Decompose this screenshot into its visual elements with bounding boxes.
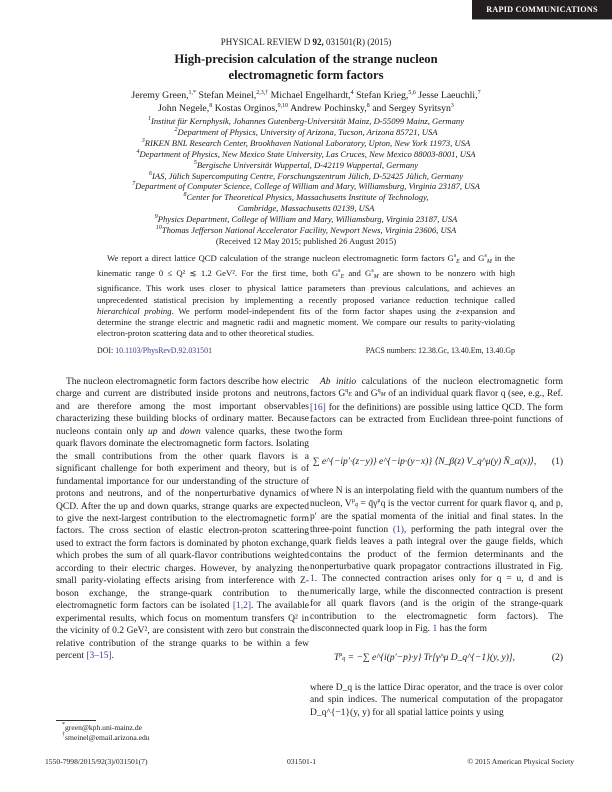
footer-issn: 1550-7998/2015/92(3)/031501(7) [45,757,148,766]
equation-1-body: ∑ e^{−ip′·(z−y)} e^{−ip·(y−x)} ⟨N_β(z) V_q^μ(y) N̄_α(x)⟩, [312,457,537,468]
equation-2-body: $T^\mu q$ = −∑ e^{i(p′−p)·y} Tr[γ^μ D_q^{−1}(y, y)], [333,651,515,663]
affiliation: $^5$Bergische Universität Wuppertal, D-42119 Wuppertal, Germany [193,159,419,170]
affiliation: $^7$Department of Computer Science, College of William and Mary, Williamsburg, Virginia 23187, USA [132,181,480,192]
equation-ref-link[interactable]: (1) [392,524,404,535]
affiliation-list [60,116,552,247]
footer-page-number: 031501-1 [287,757,317,766]
affiliation: $^9$Physics Department, College of William and Mary, Williamsburg, Virginia 23187, USA [154,214,458,225]
affiliation: $^4$Department of Physics, New Mexico State University, Las Cruces, New Mexico 88003-8001, USA [136,148,476,159]
author: Stefan Krieg,$^{5,6}$ [356,90,416,101]
affiliation: $^{10}$Thomas Jefferson National Accelerator Facility, Newport News, Virginia 23606, USA [155,225,457,236]
author: Jesse Laeuchli,$^7$ [418,90,481,101]
equation-number: (2) [551,653,563,664]
title-line-1: High-precision calculation of the strange nucleon [174,52,438,66]
author: and Sergey Syritsyn$^3$ [372,102,454,114]
affiliation: $^6$IAS, Jülich Supercomputing Centre, Forschungszentrum Jülich, D-52425 Jülich, Germany [148,170,464,181]
citation-link[interactable]: [16] [310,402,326,413]
title-line-2: electromagnetic form factors [228,68,384,82]
affiliation: $^2$Department of Physics, University of Arizona, Tucson, Arizona 85721, USA [174,126,438,137]
author: Kostas Orginos,$^{9,10}$ [214,102,289,114]
doi-link[interactable]: 10.1103/PhysRevD.92.031501 [115,346,213,355]
author: Stefan Meinel,$^{2,3,\dagger}$ [198,90,269,101]
equation-1 [310,451,563,473]
left-column [56,376,309,662]
doi-label: DOI: [97,346,114,355]
footnote: *green@kph.uni-mainz.de [62,722,142,732]
abstract [97,253,515,339]
figure-link[interactable]: 1 [432,624,438,635]
pacs-numbers: PACS numbers: 12.38.Gc, 13.40.Em, 13.40.Gp [365,346,515,355]
footnote: †smeinel@email.arizona.edu [62,731,150,742]
author: Andrew Pochinsky,$^8$ [290,102,370,114]
abstract-text: We report a direct lattice QCD calculation of the strange nucleon electromagnetic form factors $G^s_E$ and $G^s_M$ in the kinematic range 0 ≤ Q² ≲ 1.2 GeV². For the first time, both $G^s_E$ and $G^s_M$ are shown to be nonzero with high significance. This work uses closer to physical lattice parameters than previous calculations, and achieves an unprecedented statistical precision by implementing a recently proposed variance reduction technique called hierarchical probing. We perform model-independent fits of the form factor shapes using the z-expansion and determine the strange electric and magnetic radii and magnetic moment. We compare our results to parity-violating electron-proton scattering data and to other theoretical studies. [97,253,515,339]
doi [97,346,212,355]
author-list [70,90,542,115]
rapid-communications-banner: RAPID COMMUNICATIONS [472,0,612,20]
equation-2 [310,648,563,670]
footnote-divider [56,720,96,721]
author: John Negele,$^8$ [158,102,213,114]
paragraph: where D_q is the lattice Dirac operator, and the trace is over color and spin indices. The numerical computation of the propagator D_q^{−1}(y, y) for all spatial lattice points y using [310,682,563,718]
author: Jeremy Green,$^{1,*}$ [131,90,197,101]
affiliation: $^3$RIKEN BNL Research Center, Brookhaven National Laboratory, Upton, New York 11973, USA [141,137,471,148]
affiliation: $^1$Institut für Kernphysik, Johannes Gutenberg-Universität Mainz, D-55099 Mainz, Germany [147,116,465,126]
paragraph: where N is an interpolating field with the quantum numbers of the nucleon, $V^\mu q$ = $q̄\gamma^\mu q$ is the vector current for quark flavor q, and p, p′ are the spatial momenta of the initial and final states. In the three-point function (1), performing the path integral over the quark fields leaves a path integral over the gauge fields, which contains the product of the fermion determinants and the nonperturbative quark propagator contractions illustrated in Fig. 1. The connected contraction arises only for q = u, d and is numerically large, while the disconnected contraction is present for all quark flavors (and is the origin of the strange-quark contribution to the electromagnetic form factors). The disconnected quark loop in Fig. 1 has the form [310,486,564,635]
affiliation: Cambridge, Massachusetts 02139, USA [237,203,375,214]
right-column [310,376,563,719]
affiliation: $^8$Center for Theoretical Physics, Massachusetts Institute of Technology, [183,192,429,203]
equation-number: (1) [551,457,563,468]
journal-name: PHYSICAL REVIEW D [220,37,311,47]
author: Michael Engelhardt,$^4$ [270,90,354,101]
paragraph: Ab initio calculations of the nucleon electromagnetic form factors $G^qE$ and $G^qM$ of an individual quark flavor q (see, e.g., Ref. [16] for the definitions) are possible using lattice QCD. The form factors can be extracted from Euclidean three-point functions of the form [310,377,564,438]
citation-link[interactable]: [3–15] [86,650,112,661]
intro-paragraph: The nucleon electromagnetic form factors describe how electric charge and current are distributed inside protons and neutrons, and are therefore among the most important observables characterizing these building blocks of ordinary matter. Because nucleons contain only up and down valence quarks, these two quark flavors dominate the electromagnetic form factors. Isolating the small contributions from the other quark flavors is a significant challenge for both experiment and theory, but is of fundamental importance for our understanding of the structure of protons and neutrons, and of the nonperturbative dynamics of QCD. After the up and down quarks, strange quarks are expected to give the next-largest contribution to the electromagnetic form factors. The cross section of elastic electron-proton scattering used to extract the form factors is dominated by photon exchange, which probes the sum of all quark-flavor contributions weighted according to their electric charges. However, by analyzing the small parity-violating effects arising from interference with Z-boson exchange, the strange-quark contribution to the electromagnetic form factors can be isolated [1,2]. The available experimental results, which focus on momentum transfers Q² in the vicinity of 0.2 GeV², are consistent with zero but constrain the relative contribution of the strange quarks to be within a few percent [3–15]. [56,377,310,661]
email-link[interactable]: smeinel@email.arizona.edu [65,732,150,742]
paper-title [0,51,612,83]
journal-volume: 92, [312,37,324,47]
received-date: (Received 12 May 2015; published 26 August 2015) [215,235,397,246]
footnotes [62,723,150,742]
journal-header [0,37,612,47]
figure-link[interactable]: 1 [310,574,315,585]
journal-article-id: 031501(R) (2015) [326,37,392,47]
footer-copyright: © 2015 American Physical Society [467,757,574,766]
citation-link[interactable]: [1,2] [232,601,252,612]
email-link[interactable]: green@kph.uni-mainz.de [65,723,142,732]
